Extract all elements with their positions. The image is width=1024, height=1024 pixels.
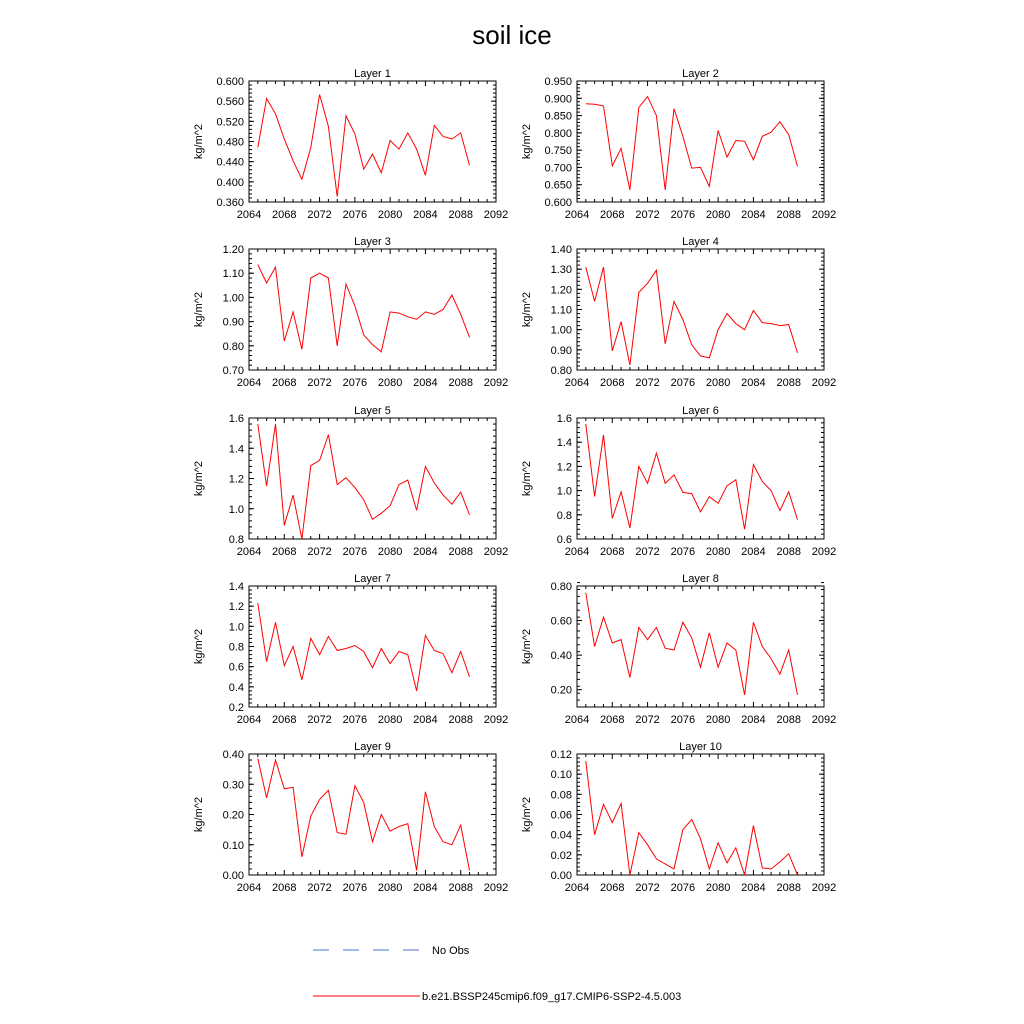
panel-layer-6 (521, 405, 836, 558)
panel-title: Layer 2 (682, 68, 719, 80)
x-tick-label: 2092 (811, 882, 837, 894)
panel-layer-7 (193, 573, 508, 726)
y-tick-label: 1.0 (228, 621, 244, 634)
y-tick-label: 0.40 (222, 749, 244, 761)
panels-group (193, 68, 836, 894)
y-tick-label: 1.0 (228, 503, 244, 516)
y-tick-label: 1.00 (222, 292, 244, 305)
y-tick-label: 0.8 (228, 641, 244, 654)
x-tick-label: 2064 (564, 209, 590, 221)
x-tick-label: 2072 (635, 714, 660, 726)
x-tick-label: 2072 (307, 209, 332, 221)
x-tick-label: 2068 (600, 714, 625, 726)
x-tick-label: 2064 (236, 882, 262, 894)
y-tick-label: 0.560 (216, 96, 244, 109)
y-tick-label: 0.08 (550, 789, 572, 802)
x-tick-label: 2064 (564, 377, 590, 389)
x-tick-label: 2080 (705, 546, 731, 558)
x-tick-label: 2092 (811, 209, 837, 221)
series-line (586, 267, 798, 365)
y-tick-label: 0.8 (228, 534, 244, 546)
plot-frame (577, 418, 824, 539)
series-line (586, 424, 798, 529)
y-tick-label: 0.70 (222, 365, 244, 377)
panel-title: Layer 3 (354, 236, 391, 248)
series-line (258, 424, 470, 539)
x-tick-label: 2092 (811, 714, 837, 726)
y-tick-label: 0.6 (228, 661, 244, 674)
x-tick-label: 2068 (272, 546, 297, 558)
panel-layer-4 (521, 236, 836, 389)
y-tick-label: 1.20 (550, 284, 572, 297)
y-tick-label: 1.6 (556, 413, 572, 425)
x-tick-label: 2084 (413, 209, 438, 221)
y-tick-label: 0.700 (544, 162, 572, 175)
y-tick-label: 0.600 (216, 76, 244, 88)
y-tick-label: 0.2 (228, 702, 244, 714)
y-tick-label: 0.80 (550, 365, 572, 377)
y-tick-label: 0.20 (550, 684, 572, 697)
y-tick-label: 0.520 (216, 116, 244, 129)
x-tick-label: 2064 (236, 209, 262, 221)
y-tick-label: 0.04 (550, 829, 572, 842)
x-tick-label: 2092 (483, 714, 509, 726)
y-tick-label: 1.40 (550, 244, 572, 256)
x-tick-label: 2092 (483, 209, 509, 221)
y-tick-label: 0.900 (544, 93, 572, 106)
panel-layer-2 (521, 68, 836, 221)
x-tick-label: 2092 (811, 377, 837, 389)
x-tick-label: 2080 (705, 377, 731, 389)
y-tick-label: 0.00 (222, 870, 244, 882)
x-tick-label: 2064 (236, 377, 262, 389)
x-tick-label: 2088 (776, 882, 801, 894)
y-tick-label: 0.850 (544, 110, 572, 123)
x-tick-label: 2092 (483, 882, 509, 894)
y-tick-label: 0.06 (550, 809, 572, 822)
x-tick-label: 2072 (635, 209, 660, 221)
x-tick-label: 2080 (705, 882, 731, 894)
plot-frame (249, 754, 496, 875)
y-tick-label: 0.6 (556, 534, 572, 546)
x-tick-label: 2076 (670, 546, 696, 558)
y-tick-label: 1.10 (222, 268, 244, 281)
x-tick-label: 2068 (600, 882, 625, 894)
x-tick-label: 2064 (564, 714, 590, 726)
series-line (586, 593, 798, 695)
series-line (586, 761, 798, 875)
x-tick-label: 2084 (741, 714, 766, 726)
y-axis-label: kg/m^2 (521, 796, 533, 833)
x-tick-label: 2072 (635, 377, 660, 389)
x-tick-label: 2088 (776, 377, 801, 389)
panel-title: Layer 6 (682, 405, 719, 417)
x-tick-label: 2088 (448, 209, 473, 221)
y-axis-label: kg/m^2 (193, 796, 205, 833)
x-tick-label: 2064 (564, 546, 590, 558)
x-tick-label: 2084 (413, 377, 438, 389)
x-tick-label: 2076 (342, 714, 368, 726)
y-tick-label: 0.360 (216, 197, 244, 209)
x-tick-label: 2092 (811, 546, 837, 558)
panel-layer-10 (521, 741, 836, 894)
plot-frame (577, 81, 824, 202)
y-tick-label: 0.440 (216, 156, 244, 169)
panel-layer-1 (193, 68, 508, 221)
series-line (258, 95, 470, 197)
panel-title: Layer 1 (354, 68, 391, 80)
x-tick-label: 2076 (670, 714, 696, 726)
x-tick-label: 2080 (377, 714, 403, 726)
x-tick-label: 2084 (741, 377, 766, 389)
panel-title: Layer 5 (354, 405, 391, 417)
y-tick-label: 0.60 (550, 615, 572, 628)
panel-layer-5 (193, 405, 508, 558)
x-tick-label: 2088 (448, 714, 473, 726)
x-tick-label: 2084 (413, 714, 438, 726)
y-axis-label: kg/m^2 (521, 628, 533, 665)
x-tick-label: 2080 (377, 546, 403, 558)
panel-title: Layer 9 (354, 741, 391, 753)
x-tick-label: 2068 (272, 209, 297, 221)
panel-title: Layer 7 (354, 573, 391, 585)
x-tick-label: 2072 (307, 882, 332, 894)
y-axis-label: kg/m^2 (193, 123, 205, 160)
series-line (258, 759, 470, 871)
y-tick-label: 0.20 (222, 809, 244, 822)
y-tick-label: 0.400 (216, 176, 244, 189)
y-axis-label: kg/m^2 (521, 123, 533, 160)
x-tick-label: 2068 (272, 882, 297, 894)
y-tick-label: 0.950 (544, 76, 572, 88)
legend (313, 945, 681, 1003)
x-tick-label: 2076 (342, 882, 368, 894)
figure-title: soil ice (472, 20, 552, 50)
plot-frame (577, 754, 824, 875)
x-tick-label: 2084 (413, 882, 438, 894)
x-tick-label: 2072 (635, 546, 660, 558)
x-tick-label: 2088 (448, 377, 473, 389)
y-tick-label: 0.30 (222, 779, 244, 792)
y-tick-label: 0.02 (550, 849, 572, 862)
x-tick-label: 2068 (272, 714, 297, 726)
x-tick-label: 2076 (670, 209, 696, 221)
x-tick-label: 2080 (377, 209, 403, 221)
y-tick-label: 0.10 (222, 839, 244, 852)
y-tick-label: 1.00 (550, 324, 572, 337)
panel-layer-8 (521, 573, 836, 726)
panel-layer-3 (193, 236, 508, 389)
y-tick-label: 0.12 (550, 749, 572, 761)
series-line (258, 265, 470, 352)
x-tick-label: 2068 (272, 377, 297, 389)
y-tick-label: 1.4 (556, 437, 572, 450)
y-tick-label: 1.2 (556, 461, 572, 474)
series-line (258, 603, 470, 691)
y-tick-label: 0.650 (544, 179, 572, 192)
panel-layer-9 (193, 741, 508, 894)
x-tick-label: 2072 (307, 546, 332, 558)
x-tick-label: 2088 (776, 546, 801, 558)
x-tick-label: 2076 (342, 209, 368, 221)
x-tick-label: 2084 (741, 546, 766, 558)
x-tick-label: 2072 (635, 882, 660, 894)
y-axis-label: kg/m^2 (193, 291, 205, 328)
x-tick-label: 2092 (483, 546, 509, 558)
x-tick-label: 2084 (413, 546, 438, 558)
y-tick-label: 1.30 (550, 264, 572, 277)
x-tick-label: 2092 (483, 377, 509, 389)
x-tick-label: 2064 (236, 714, 262, 726)
legend-model-label: b.e21.BSSP245cmip6.f09_g17.CMIP6-SSP2-4.5.003 (422, 991, 682, 1003)
y-tick-label: 0.90 (222, 316, 244, 329)
plot-frame (577, 249, 824, 370)
x-tick-label: 2068 (600, 209, 625, 221)
panel-title: Layer 4 (682, 236, 719, 248)
x-tick-label: 2084 (741, 209, 766, 221)
x-tick-label: 2088 (448, 882, 473, 894)
y-tick-label: 0.4 (228, 681, 244, 694)
y-tick-label: 0.800 (544, 127, 572, 140)
series-line (586, 97, 798, 190)
panel-title: Layer 10 (679, 741, 722, 753)
x-tick-label: 2080 (377, 882, 403, 894)
x-tick-label: 2080 (705, 714, 731, 726)
x-tick-label: 2068 (600, 546, 625, 558)
x-tick-label: 2072 (307, 714, 332, 726)
x-tick-label: 2076 (342, 546, 368, 558)
y-tick-label: 0.40 (550, 650, 572, 663)
x-tick-label: 2072 (307, 377, 332, 389)
x-tick-label: 2076 (670, 882, 696, 894)
y-tick-label: 0.600 (544, 197, 572, 209)
x-tick-label: 2080 (705, 209, 731, 221)
x-tick-label: 2076 (670, 377, 696, 389)
y-tick-label: 0.750 (544, 145, 572, 158)
y-tick-label: 1.4 (228, 443, 244, 456)
plot-frame (249, 81, 496, 202)
y-tick-label: 1.4 (228, 581, 244, 593)
panel-title: Layer 8 (682, 573, 719, 585)
y-tick-label: 0.00 (550, 870, 572, 882)
y-tick-label: 1.0 (556, 485, 572, 498)
x-tick-label: 2064 (236, 546, 262, 558)
y-tick-label: 0.90 (550, 344, 572, 357)
y-axis-label: kg/m^2 (521, 460, 533, 497)
x-tick-label: 2088 (776, 209, 801, 221)
x-tick-label: 2088 (448, 546, 473, 558)
x-tick-label: 2076 (342, 377, 368, 389)
x-tick-label: 2068 (600, 377, 625, 389)
y-axis-label: kg/m^2 (193, 628, 205, 665)
y-tick-label: 0.80 (550, 581, 572, 593)
y-tick-label: 0.8 (556, 509, 572, 522)
plot-frame (249, 586, 496, 707)
y-tick-label: 1.6 (228, 413, 244, 425)
x-tick-label: 2084 (741, 882, 766, 894)
x-tick-label: 2088 (776, 714, 801, 726)
y-tick-label: 1.20 (222, 244, 244, 256)
y-tick-label: 0.80 (222, 340, 244, 353)
plot-frame (577, 586, 824, 707)
y-axis-label: kg/m^2 (521, 291, 533, 328)
y-tick-label: 0.480 (216, 136, 244, 149)
x-tick-label: 2064 (564, 882, 590, 894)
legend-obs-label: No Obs (432, 945, 470, 957)
y-tick-label: 1.2 (228, 473, 244, 486)
y-axis-label: kg/m^2 (193, 460, 205, 497)
x-tick-label: 2080 (377, 377, 403, 389)
y-tick-label: 1.2 (228, 601, 244, 614)
y-tick-label: 0.10 (550, 769, 572, 782)
y-tick-label: 1.10 (550, 304, 572, 317)
